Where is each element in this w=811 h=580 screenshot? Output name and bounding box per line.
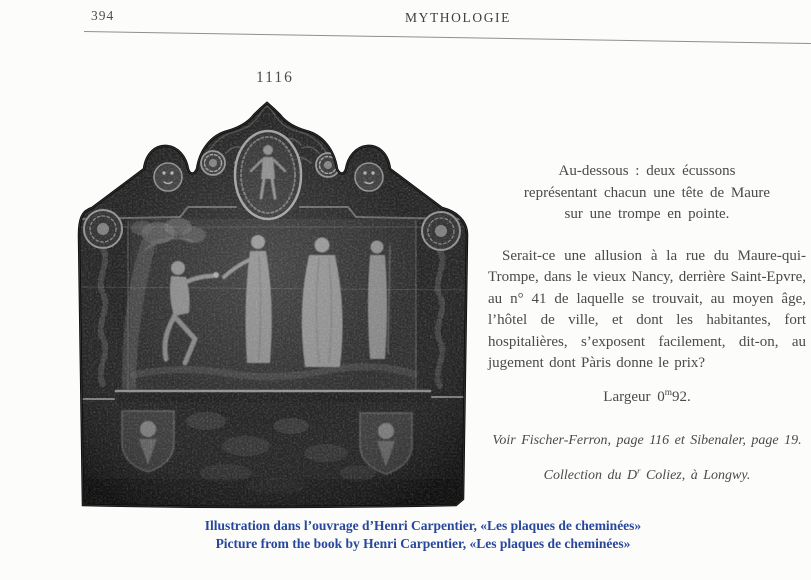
caption-line-english: Picture from the book by Henri Carpentier, «Les plaques de cheminées» [215, 535, 631, 551]
ecussons-line-3: sur une trompe en pointe. [564, 206, 730, 222]
paragraph-ecussons [488, 161, 806, 226]
largeur-pre: Largeur 0 [603, 388, 665, 405]
largeur-sup: m [664, 387, 672, 398]
largeur-post: 92. [671, 388, 691, 405]
collection-line [488, 465, 806, 487]
collection-pre: Collection du D [543, 467, 638, 483]
largeur-line [488, 387, 806, 409]
page-number: 394 [91, 8, 115, 23]
paragraph-serait-ce: Serait-ce une allusion à la rue du Maure-qui-Trompe, dans le vieux Nancy, derrière Saint-Epvre, au n° 41 de laquelle se trouvait, au moyen âge, l’hôtel de ville, et dont les habitantes, fort hospitalières, s’exposent facilement, dit-on, au jugement dont Pàris donne le prix? [488, 247, 806, 371]
caption-line-french: Illustration dans l’ouvrage d’Henri Carpentier, «Les plaques de cheminées» [204, 518, 642, 533]
collection-sup: r [637, 464, 641, 475]
text-column [488, 161, 806, 486]
ecussons-line-1: Au-dessous : deux écussons [558, 163, 736, 179]
fireback-plaque-image [76, 101, 470, 509]
page-header-title: MYTHOLOGIE [405, 10, 511, 25]
figure-number: 1116 [256, 69, 294, 86]
header-rule [84, 31, 811, 44]
collection-post: Coliez, à Longwy. [640, 467, 751, 483]
reference-line: Voir Fischer-Ferron, page 116 et Sibenaler, page 19. [492, 433, 802, 448]
fireback-plaque-svg [76, 101, 470, 509]
ecussons-line-2: représentant chacun une tête de Maure [523, 184, 771, 201]
photo-caption [148, 517, 698, 552]
